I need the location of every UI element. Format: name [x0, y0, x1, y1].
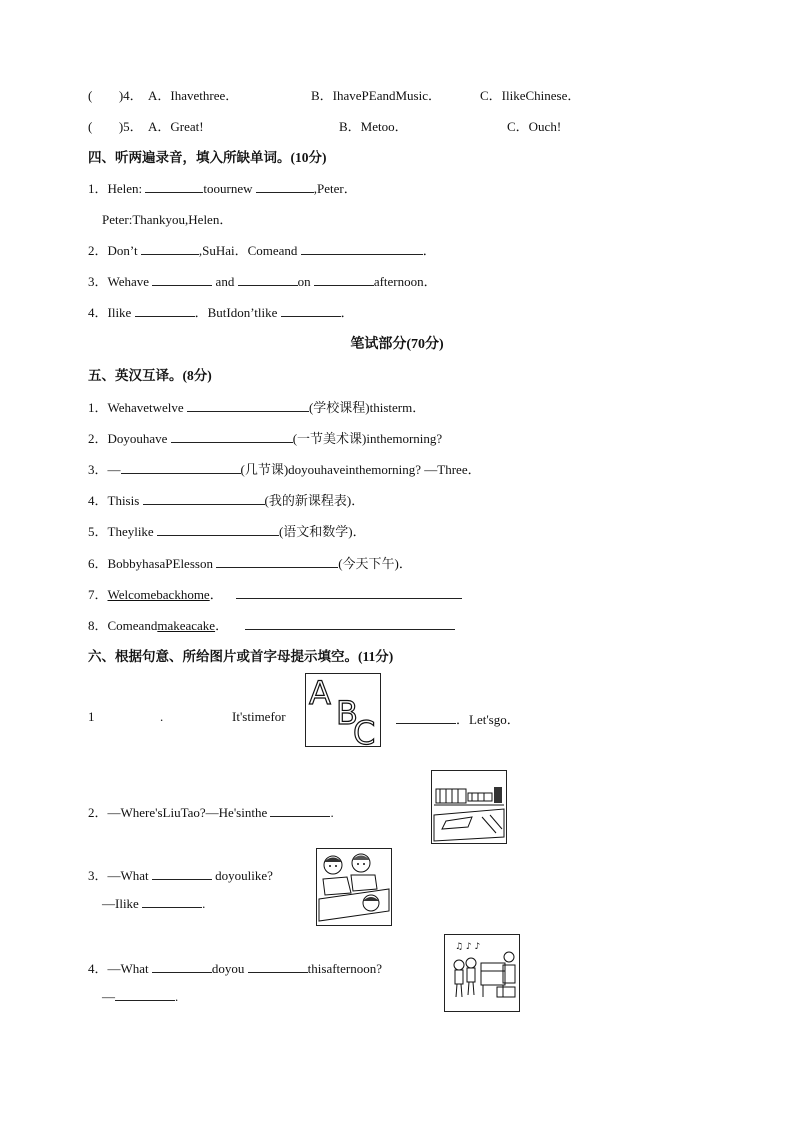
answer-blank[interactable] — [152, 274, 212, 286]
s6-q2-end: . — [330, 805, 334, 820]
answer-blank[interactable] — [171, 431, 293, 443]
answer-blank[interactable] — [187, 400, 309, 412]
s5-q2 — [88, 428, 442, 447]
letter-a: A — [309, 674, 331, 712]
s4-q2-end: ． — [422, 243, 436, 258]
s5-q3-prefix: 3．— — [88, 462, 121, 477]
s5-q3-end: (几节课)doyouhaveinthemorning? —Three． — [240, 462, 481, 477]
answer-blank[interactable] — [142, 896, 202, 908]
s5-q6-end: (今天下午)． — [338, 556, 412, 571]
paren-open: ( — [88, 88, 93, 103]
s6-q2-text: 2．—Where'sLiuTao?—He'sinthe — [88, 805, 268, 820]
s4-q4-prefix: 4．Ilike — [88, 305, 132, 320]
s5-q3 — [88, 459, 481, 478]
choice-4b: B．IhavePEandMusic． — [311, 88, 441, 103]
choice-5b: B．Metoo． — [339, 119, 408, 134]
s6-q3-prefix: 3．—What — [88, 868, 149, 883]
s5-q7-phrase: Welcomebackhome — [107, 587, 210, 602]
paren-open: ( — [88, 119, 93, 134]
letter-b: B — [336, 694, 358, 732]
s5-q1-end: (学校课程)thisterm． — [308, 400, 426, 415]
s6-q1-text: It'stimefor — [232, 709, 286, 724]
s4-q4 — [88, 302, 354, 321]
abc-letters-picture — [305, 673, 381, 747]
s6-q2 — [88, 802, 334, 821]
music-lesson-picture — [444, 934, 520, 1012]
s5-q2-prefix: 2．Doyouhave — [88, 431, 168, 446]
choice-4c: C．IlikeChinese． — [480, 88, 581, 103]
choice-row-4 — [88, 85, 143, 104]
s6-q3-line1 — [88, 865, 273, 884]
s4-q4-mid: ．ButIdon’tlike — [194, 305, 278, 320]
s4-q3-and: and — [215, 274, 235, 289]
section4-title: 四、听两遍录音，填入所缺单词。(10分) — [88, 150, 327, 165]
s6-q1-number: 1 — [88, 709, 95, 724]
s4-q2 — [88, 240, 436, 259]
playground-icon — [432, 771, 506, 843]
s6-q4-line2 — [102, 989, 178, 1005]
s4-q4-end: ． — [340, 305, 354, 320]
answer-blank[interactable] — [248, 961, 308, 973]
choice-4a: A．Ihavethree． — [148, 88, 239, 103]
section6-title: 六、根据句意、所给图片或首字母提示填空。(11分) — [88, 649, 394, 664]
answer-blank[interactable] — [143, 493, 265, 505]
answer-blank[interactable] — [301, 243, 423, 255]
s6-q3-line2 — [102, 896, 205, 912]
s5-q2-end: (一节美术课)inthemorning? — [292, 431, 443, 446]
answer-blank[interactable] — [157, 524, 279, 536]
s4-q1-prefix: 1．Helen: — [88, 181, 143, 196]
s5-q7-dot: ． — [209, 587, 223, 602]
s5-q7-prefix: 7． — [88, 587, 108, 602]
answer-blank[interactable] — [152, 961, 212, 973]
s5-q6-prefix: 6．BobbyhasaPElesson — [88, 556, 213, 571]
s5-q1-prefix: 1．Wehavetwelve — [88, 400, 184, 415]
s4-q3-end: afternoon． — [373, 274, 437, 289]
written-part-title: 笔试部分(70分) — [350, 337, 444, 352]
s6-q3-end: doyoulike? — [215, 868, 273, 883]
s6-q4-mid: doyou — [211, 961, 245, 976]
abc-letters-icon — [306, 674, 380, 746]
s6-q1-tail — [396, 709, 520, 728]
answer-blank[interactable] — [216, 556, 338, 568]
s5-q5-end: (语文和数学)． — [278, 524, 366, 539]
answer-blank[interactable] — [135, 305, 195, 317]
s6-q1-dot: . — [160, 709, 164, 724]
section5-title: 五、英汉互译。(8分) — [88, 368, 212, 383]
answer-blank[interactable] — [256, 181, 314, 193]
s6-q4-line2-prefix: — — [102, 989, 115, 1004]
s5-q5-prefix: 5．Theylike — [88, 524, 154, 539]
music-lesson-icon — [445, 935, 519, 1011]
question-number: )4． — [118, 88, 143, 103]
answer-blank[interactable] — [141, 243, 199, 255]
playground-picture — [431, 770, 507, 844]
s5-q8-prefix: 8．Comeand — [88, 618, 158, 633]
answer-blank[interactable] — [236, 587, 462, 599]
s6-q4-line1 — [88, 958, 382, 977]
s4-q1-end: ,Peter． — [313, 181, 357, 196]
answer-blank[interactable] — [152, 868, 212, 880]
s5-q4-prefix: 4．Thisis — [88, 493, 140, 508]
s4-q1 — [88, 178, 357, 197]
s6-q1-end: ．Let'sgo． — [456, 712, 520, 727]
s4-q2-mid: ,SuHai．Comeand — [198, 243, 298, 258]
s5-q8-phrase: makeacake — [157, 618, 216, 633]
answer-blank[interactable] — [145, 181, 203, 193]
students-drawing-icon — [317, 849, 391, 925]
choice-5c: C．Ouch! — [507, 119, 562, 134]
s4-q3-on: on — [297, 274, 311, 289]
s6-q3-line2-prefix: —Ilike — [102, 896, 139, 911]
answer-blank[interactable] — [115, 989, 175, 1001]
s6-q3-line2-end: . — [202, 896, 206, 911]
answer-blank[interactable] — [270, 805, 330, 817]
s5-q8 — [88, 615, 455, 634]
choice-5a: A．Great! — [148, 119, 204, 134]
s5-q7 — [88, 584, 462, 603]
answer-blank[interactable] — [121, 462, 241, 474]
students-drawing-picture — [316, 848, 392, 926]
s4-q2-prefix: 2．Don’t — [88, 243, 138, 258]
choice-row-5 — [88, 116, 143, 135]
s4-q3 — [88, 271, 437, 290]
s4-q1-line2: Peter:Thankyou,Helen． — [102, 212, 233, 227]
s6-q4-end: thisafternoon? — [307, 961, 383, 976]
answer-blank[interactable] — [314, 274, 374, 286]
question-number: )5． — [118, 119, 143, 134]
svg-text:♫ ♪ ♪: ♫ ♪ ♪ — [455, 942, 481, 952]
answer-blank[interactable] — [281, 305, 341, 317]
s4-q3-prefix: 3．Wehave — [88, 274, 150, 289]
answer-blank[interactable] — [245, 618, 455, 630]
s6-q4-line2-end: . — [175, 989, 179, 1004]
s4-q1-mid: toournew — [203, 181, 253, 196]
answer-blank[interactable] — [396, 712, 456, 724]
s6-q4-prefix: 4．—What — [88, 961, 149, 976]
s5-q5 — [88, 521, 366, 540]
s5-q4-end: (我的新课程表)． — [264, 493, 365, 508]
s5-q1 — [88, 397, 425, 416]
answer-blank[interactable] — [238, 274, 298, 286]
s5-q4 — [88, 490, 364, 509]
s5-q8-dot: ． — [215, 618, 229, 633]
letter-c: C — [353, 714, 376, 746]
s5-q6 — [88, 553, 412, 572]
